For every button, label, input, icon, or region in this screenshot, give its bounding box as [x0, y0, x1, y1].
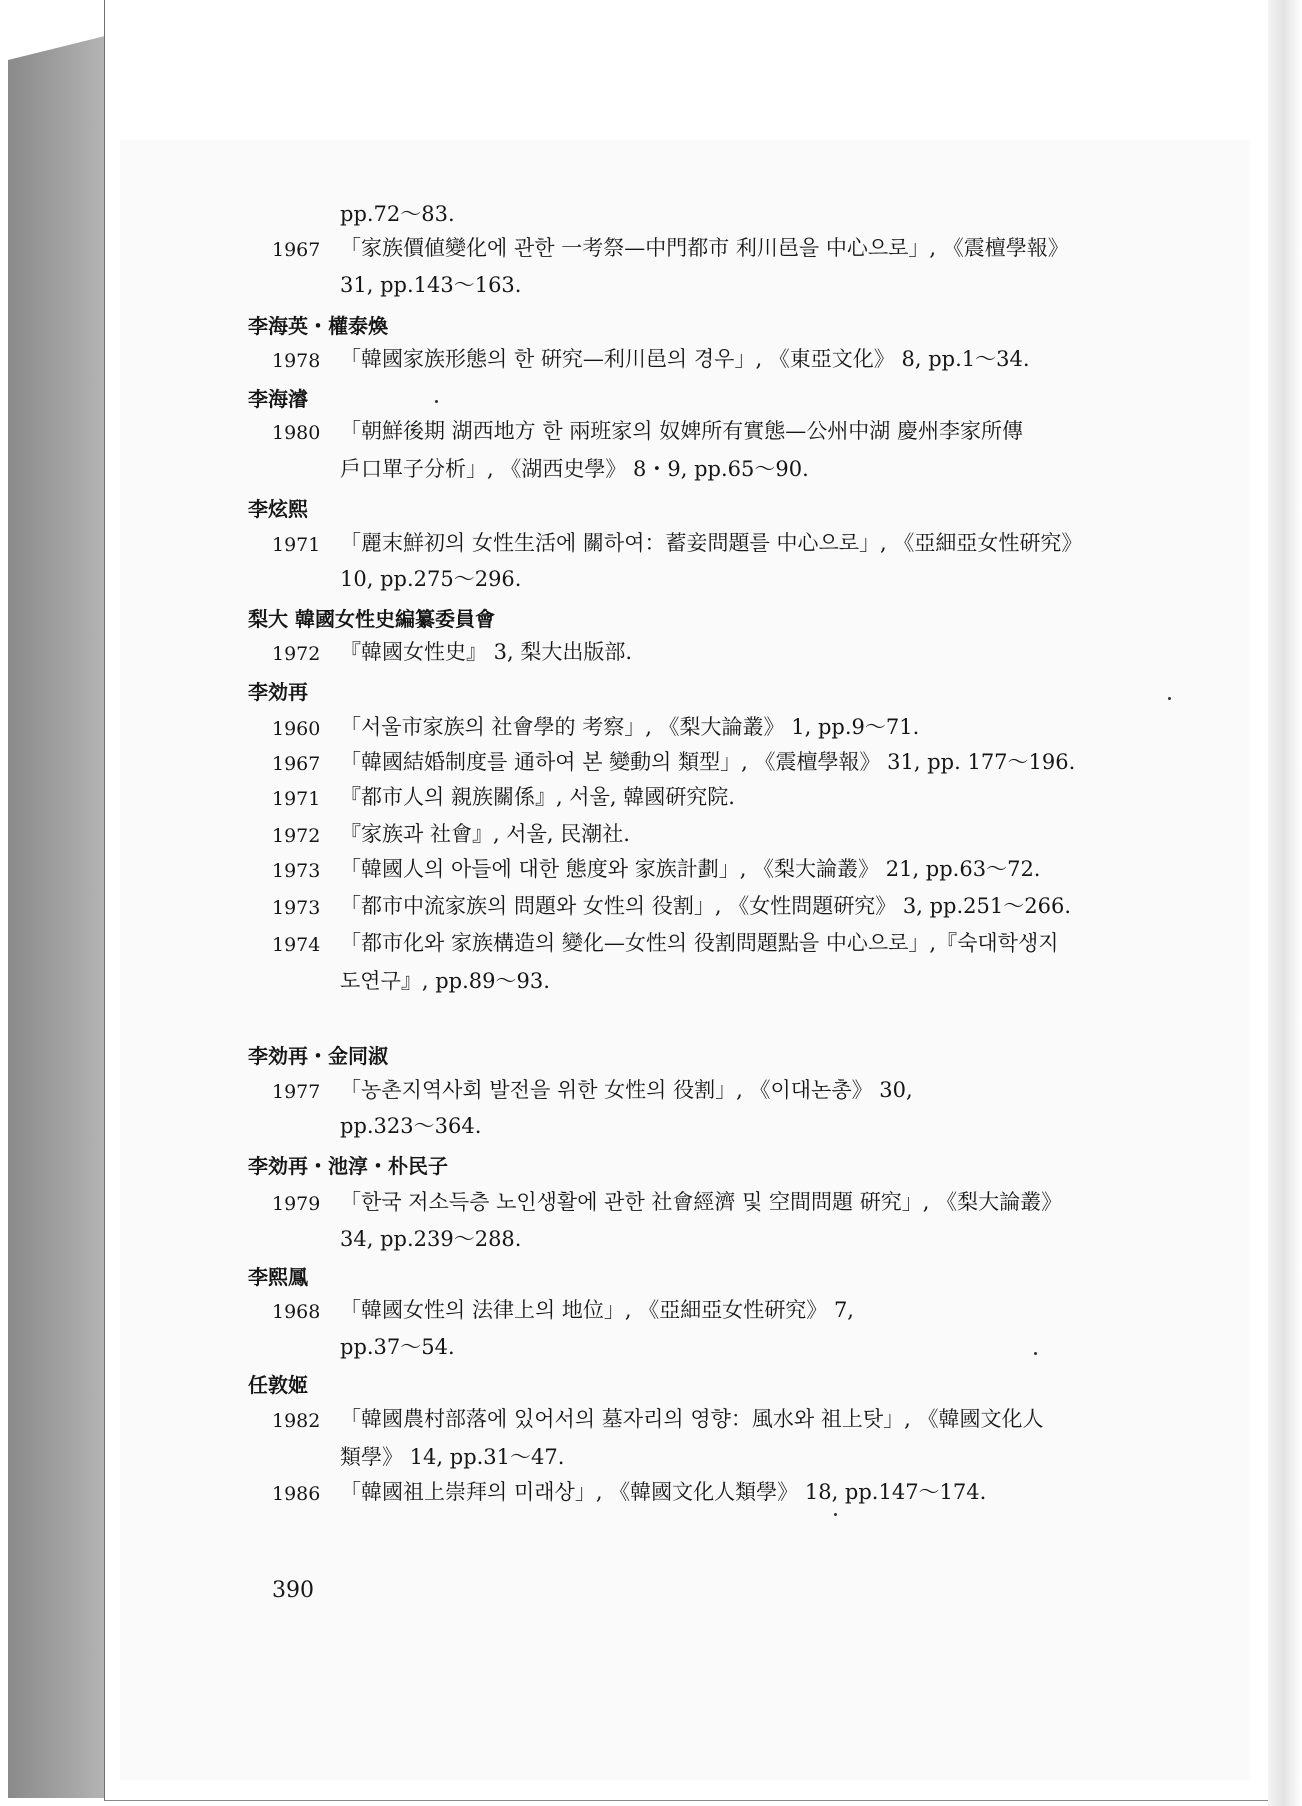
- author-heading: 李海英・權泰煥: [248, 314, 388, 338]
- citation-continuation: 戶口單子分析」, 《湖西史學》 8・9, pp.65～90.: [340, 457, 809, 481]
- citation-text: 「朝鮮後期 湖西地方 한 兩班家의 奴婢所有實態—公州中湖 慶州李家所傳: [340, 419, 1023, 443]
- citation-continuation: pp.37～54.: [340, 1335, 455, 1359]
- author-heading: 李熙鳳: [248, 1265, 308, 1289]
- citation-year: 1986: [272, 1483, 321, 1505]
- citation-text: 「韓國女性의 法律上의 地位」, 《亞細亞女性硏究》 7,: [340, 1298, 854, 1322]
- scan-speck: [1034, 1352, 1037, 1355]
- citation-text: 「농촌지역사회 발전을 위한 女性의 役割」, 《이대논총》 30,: [340, 1078, 913, 1102]
- citation-continuation: 도연구』, pp.89～93.: [340, 969, 550, 993]
- citation-text: 「韓國家族形態의 한 硏究—利川邑의 경우」, 《東亞文化》 8, pp.1～34.: [340, 347, 1030, 371]
- author-heading: 李効再・金同淑: [248, 1044, 388, 1068]
- scan-speck: [834, 1513, 837, 1516]
- scan-speck: [435, 400, 438, 403]
- author-heading: 任敦姬: [248, 1373, 308, 1397]
- citation-year: 1972: [272, 825, 321, 847]
- author-heading: 李炫熙: [248, 497, 308, 521]
- citation-text: 「韓國結婚制度를 通하여 본 變動의 類型」, 《震檀學報》 31, pp. 177～196.: [340, 750, 1076, 774]
- citation-continuation: 10, pp.275～296.: [340, 567, 522, 591]
- citation-year: 1971: [272, 534, 321, 556]
- citation-text: 「韓國農村部落에 있어서의 墓자리의 영향：風水와 祖上탓」, 《韓國文化人: [340, 1407, 1044, 1431]
- citation-year: 1960: [272, 718, 321, 740]
- citation-text: 「서울市家族의 社會學的 考察」, 《梨大論叢》 1, pp.9～71.: [340, 715, 920, 739]
- citation-continuation: 34, pp.239～288.: [340, 1227, 522, 1251]
- author-heading: 李海濬: [248, 387, 308, 411]
- citation-year: 1972: [272, 643, 321, 665]
- citation-year: 1967: [272, 239, 321, 261]
- citation-year: 1967: [272, 753, 321, 775]
- citation-text: 「都市化와 家族構造의 變化—女性의 役割問題點을 中心으로」,『숙대학생지: [340, 931, 1059, 955]
- citation-year: 1973: [272, 897, 321, 919]
- citation-text: 『韓國女性史』 3, 梨大出版部.: [340, 640, 633, 664]
- citation-year: 1982: [272, 1410, 321, 1432]
- author-heading: 梨大 韓國女性史編纂委員會: [248, 607, 495, 631]
- citation-text: 『都市人의 親族關係』, 서울, 韓國硏究院.: [340, 785, 735, 809]
- citation-year: 1973: [272, 860, 321, 882]
- citation-year: 1974: [272, 934, 321, 956]
- citation-text: 「都市中流家族의 問題와 女性의 役割」, 《女性問題硏究》 3, pp.251～266.: [340, 894, 1072, 918]
- citation-year: 1968: [272, 1301, 321, 1323]
- citation-year: 1978: [272, 350, 321, 372]
- citation-continuation: pp.72～83.: [340, 202, 455, 226]
- citation-continuation: 類學》 14, pp.31～47.: [340, 1445, 565, 1469]
- author-heading: 李効再: [248, 680, 308, 704]
- citation-text: 「한국 저소득층 노인생활에 관한 社會經濟 및 空間問題 硏究」, 《梨大論叢》: [340, 1190, 1063, 1214]
- scan-speck: [1168, 697, 1171, 700]
- citation-year: 1977: [272, 1081, 321, 1103]
- citation-text: 「麗末鮮初의 女性生活에 關하여：蓄妾問題를 中心으로」, 《亞細亞女性硏究》: [340, 531, 1083, 555]
- citation-continuation: pp.323～364.: [340, 1114, 482, 1138]
- citation-text: 「家族價値變化에 관한 一考祭—中門都市 利川邑을 中心으로」, 《震檀學報》: [340, 236, 1069, 260]
- citation-text: 「韓國人의 아들에 대한 態度와 家族計劃」, 《梨大論叢》 21, pp.63～72.: [340, 857, 1041, 881]
- page-number: 390: [272, 1578, 314, 1603]
- citation-text: 「韓國祖上崇拜의 미래상」, 《韓國文化人類學》 18, pp.147～174.: [340, 1480, 987, 1504]
- citation-continuation: 31, pp.143～163.: [340, 273, 522, 297]
- citation-year: 1979: [272, 1193, 321, 1215]
- citation-year: 1971: [272, 788, 321, 810]
- author-heading: 李効再・池淳・朴民子: [248, 1154, 448, 1178]
- citation-text: 『家族과 社會』, 서울, 民潮社.: [340, 822, 630, 846]
- citation-year: 1980: [272, 422, 321, 444]
